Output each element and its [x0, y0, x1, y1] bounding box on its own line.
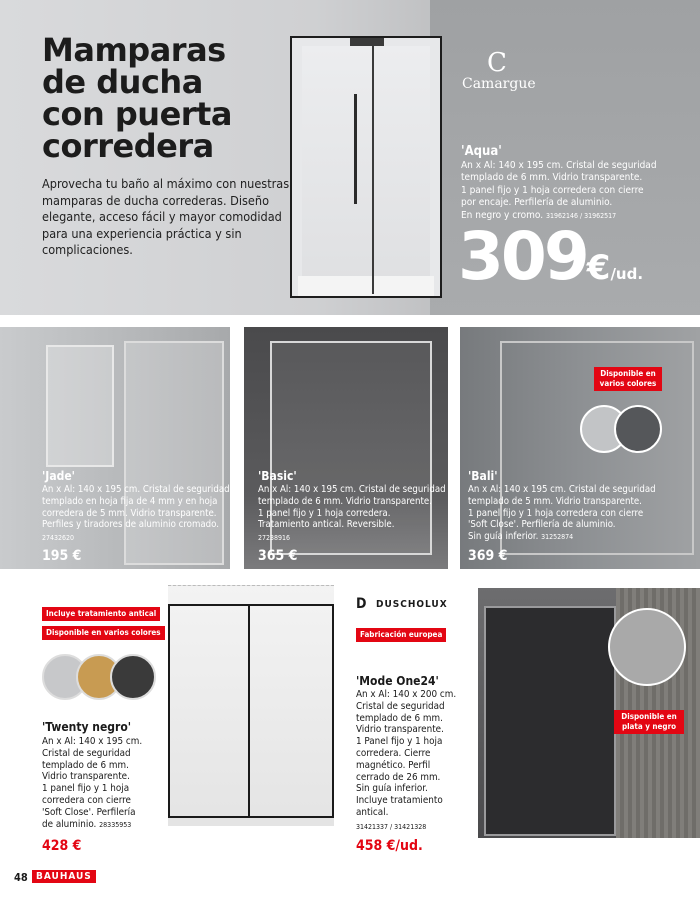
- bauhaus-logo: BAUHAUS: [32, 870, 96, 883]
- aqua-price: [458, 218, 644, 295]
- basic-product-panel: [244, 327, 448, 569]
- jade-price: 195 €: [42, 548, 82, 564]
- bali-price: 369 €: [468, 548, 508, 564]
- bali-color-badge: Disponible en varios colores: [594, 367, 662, 391]
- aqua-price-currency: €: [586, 248, 611, 288]
- basic-price: 365 €: [258, 548, 298, 564]
- camargue-logo-name: Camargue: [462, 76, 536, 92]
- bali-name: 'Bali': [468, 469, 498, 483]
- duscholux-logo-mark: D: [356, 596, 367, 612]
- hero-title: [42, 31, 272, 165]
- aqua-product-description: [461, 160, 661, 222]
- hero-title-line: con puerta: [42, 95, 232, 133]
- jade-ref: 27432620: [42, 534, 75, 542]
- camargue-logo-mark: C: [487, 48, 507, 78]
- jade-description: An x Al: 140 x 195 cm. Cristal de seguridad templado en hoja fija de 4 mm y en hoja corredera de 5 mm. Vidrio transparente. Perfiles y tiradores de aluminio cromado.: [42, 484, 230, 531]
- twenty-antical-badge: Incluye tratamiento antical: [42, 607, 160, 621]
- jade-shower-large: [124, 341, 224, 565]
- twenty-shower-photo: [168, 585, 334, 826]
- desc-line: En negro y cromo. 31962146 / 31962517: [461, 209, 617, 221]
- jade-product-panel: [0, 327, 230, 569]
- mode-description: An x Al: 140 x 200 cm. Cristal de seguridad templado de 6 mm. Vidrio transparente. 1 Panel fijo y 1 hoja corredera. Cierre magnético. Perfil cerrado de 26 mm. Sin guía inferior. Incluye tratamiento antical.: [356, 689, 457, 818]
- desc-line: An x Al: 140 x 195 cm. Cristal de seguridad: [461, 160, 657, 171]
- color-swatch-black: [614, 405, 662, 453]
- basic-ref: 27238916: [258, 534, 291, 542]
- desc-line: por encaje. Perfilería de aluminio.: [461, 197, 613, 209]
- basic-name: 'Basic': [258, 469, 297, 483]
- mode-name: 'Mode One24': [356, 674, 439, 688]
- aqua-shower-photo: [290, 36, 442, 298]
- twenty-name: 'Twenty negro': [42, 720, 132, 734]
- hero-title-line: de ducha: [42, 63, 203, 101]
- twenty-colors-badge: Disponible en varios colores: [42, 626, 165, 640]
- hero-title-line: Mamparas: [42, 31, 226, 69]
- mode-europe-badge: Fabricación europea: [356, 628, 446, 642]
- mode-color-badge: Disponible en plata y negro: [614, 710, 684, 734]
- desc-line: templado de 6 mm. Vidrio transparente.: [461, 172, 643, 184]
- jade-shower-small: [46, 345, 114, 467]
- page-number: 48: [14, 871, 28, 884]
- bali-ref: 31252874: [541, 533, 574, 542]
- hero-description: Aprovecha tu baño al máximo con nuestras mamparas de ducha correderas. Diseño elegante, acceso fácil y mayor comodidad para una experiencia práctica y sin complicaciones.: [42, 176, 290, 257]
- camargue-logo: [462, 48, 536, 92]
- aqua-ref: 31962146 / 31962517: [545, 211, 617, 220]
- mode-detail-circle: [608, 608, 686, 686]
- bali-description: An x Al: 140 x 195 cm. Cristal de seguridad templado de 5 mm. Vidrio transparente. 1 panel fijo y 1 hoja corredera con cierre 'Soft Close'. Perfilería de aluminio. Sin guía inferior. 31252874: [468, 484, 656, 543]
- bali-product-panel: [460, 327, 700, 569]
- desc-line: 1 panel fijo y 1 hoja corredera con cierre: [461, 184, 644, 196]
- color-swatch-black: [110, 654, 156, 700]
- mode-price: 458 €/ud.: [356, 838, 423, 854]
- aqua-price-unit: /ud.: [610, 265, 644, 283]
- aqua-product-name: 'Aqua': [461, 144, 502, 159]
- twenty-price: 428 €: [42, 838, 82, 854]
- twenty-description: An x Al: 140 x 195 cm. Cristal de seguridad templado de 6 mm. Vidrio transparente. 1 panel fijo y 1 hoja corredera con cierre 'Soft Close'. Perfilería de aluminio. 28335953: [42, 736, 143, 830]
- hero-title-line: corredera: [42, 127, 214, 165]
- twenty-ref: 28335953: [99, 820, 132, 829]
- jade-name: 'Jade': [42, 469, 75, 483]
- basic-description: An x Al: 140 x 195 cm. Cristal de seguridad templado de 6 mm. Vidrio transparente. 1 panel fijo y 1 hoja corredera. Tratamiento antical. Reversible.: [258, 484, 446, 531]
- mode-ref: 31421337 / 31421328: [356, 823, 427, 831]
- aqua-price-number: 309: [458, 218, 587, 295]
- duscholux-logo: DUSCHOLUX: [376, 599, 448, 610]
